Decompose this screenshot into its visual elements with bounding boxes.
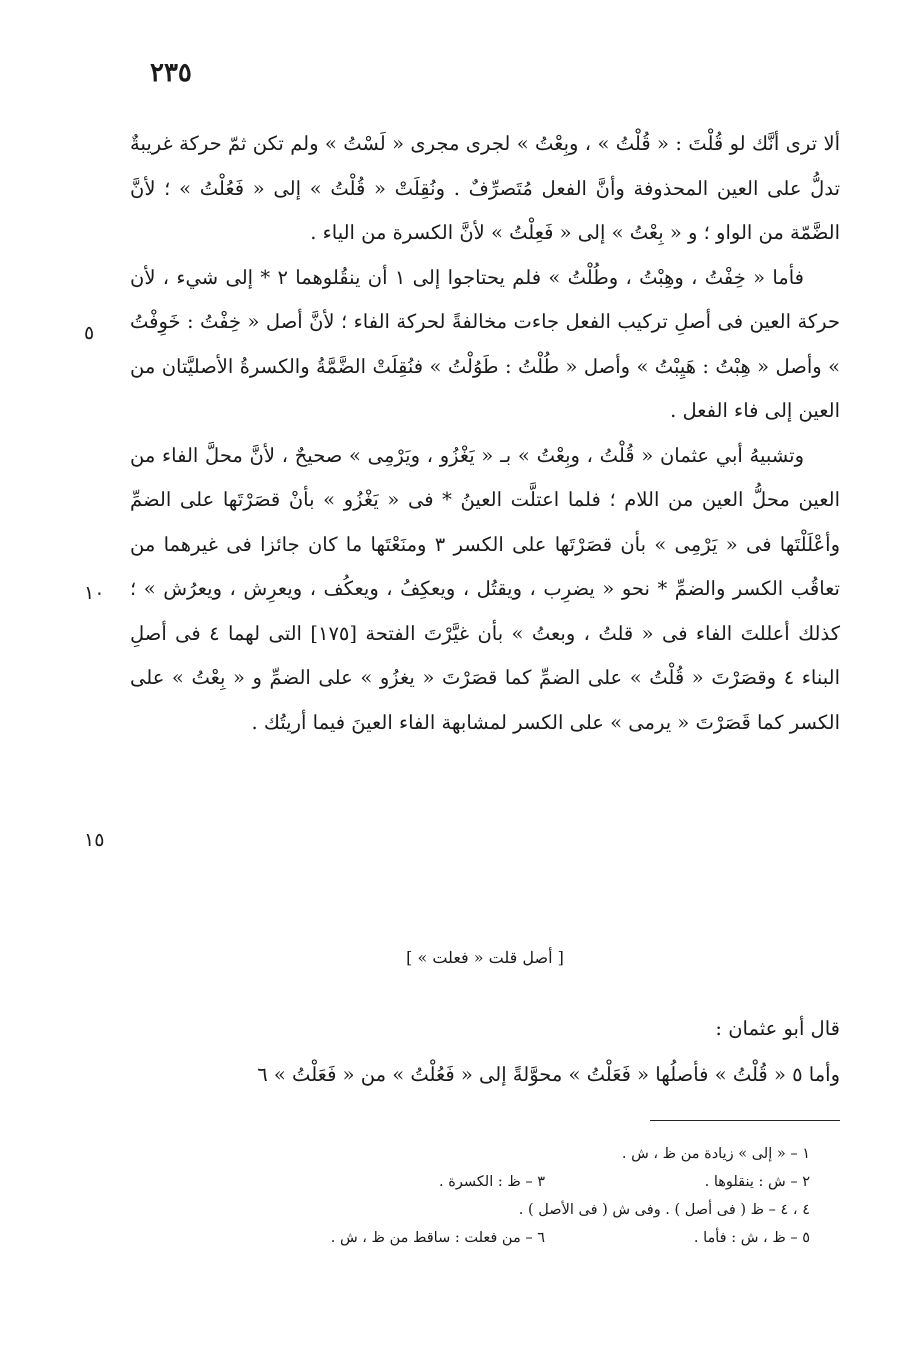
footnotes xyxy=(130,1140,810,1252)
section-paragraph-2: وأما ٥ « قُلْتُ » فأصلُها « فَعَلْتُ » محوَّلةً إلى « فَعُلْتُ » من « فَعَلْتُ » ٦ xyxy=(257,1063,840,1086)
footnote-6: ٦ – من فعلت : ساقط من ظ ، ش . xyxy=(330,1230,545,1246)
line-number-15: ١٥ xyxy=(84,829,105,851)
footnote-row xyxy=(130,1140,810,1168)
footnote-row xyxy=(130,1168,810,1196)
paragraph-1: ألا ترى أنَّك لو قُلْتَ : « قُلْتُ » ، وبِعْتُ » لجرى مجرى « لَسْتُ » ولم تكن ثمّ حركة غريبةٌ تدلُّ على العين المحذوفة وأنَّ الفعل مُتَصرِّفٌ . ونُقِلَتْ « قُلْتُ » إلى « فَعُلْتُ » ؛ لأنَّ الضَّمّة من الواو ؛ و « بِعْتُ » إلى « فَعِلْتُ » لأنَّ الكسرة من الياء . xyxy=(130,132,840,244)
line-number-10: ١٠ xyxy=(84,582,105,604)
footnote-3: ٣ – ظ : الكسرة . xyxy=(439,1174,545,1190)
paragraph-3: وتشبيهُ أبي عثمان « قُلْتُ ، وبِعْتُ » بـ « يَغْزُو ، ويَرْمِى » صحيحٌ ، لأنَّ محلَّ الفاء من العين محلُّ العين من اللام ؛ فلما اعتلَّت العينُ * فى « يَغْزُو » بأنْ قصَرْتَها على الضمِّ وأعْلَلْتَها فى « يَرْمِى » بأن قصَرْتَها على الكسر ٣ ومنَعْتَها ما كان جائزا فى غيرهما من تعاقُب الكسر والضمِّ * نحو « يضرِب ، ويقتُل ، ويعكِفُ ، ويعكُف ، ويعرِش ، ويعرُش » ؛ كذلك أعللتَ الفاء فى « قلتُ ، وبعتُ » بأن غيَّرْتَ الفتحة [١٧٥] التى لهما ٤ فى أصلِ البناء ٤ وقصَرْتَ « قُلْتُ » على الضمِّ كما قصَرْتَ « يغزُو » على الضمِّ و « بِعْتُ » على الكسر كما قَصَرْتَ « يرمى » على الكسر لمشابهة الفاء العينَ فيما أريتُك . xyxy=(130,443,841,734)
footnote-4: ٤ ، ٤ – ظ ( فى أصل ) . وفى ش ( فى الأصل ) . xyxy=(518,1202,810,1218)
footnote-5: ٥ – ظ ، ش : فأما . xyxy=(693,1230,810,1246)
paragraph-2: فأما « خِفْتُ ، وهِبْتُ ، وطُلْتُ » فلم يحتاجوا إلى ١ أن ينقُلوهما ٢ * إلى شيء ، لأن حركة العين فى أصلِ تركيب الفعل جاءت مخالفةً لحركة الفاء ؛ لأنَّ أصل « خِفْتُ : خَوِفْتُ » وأصل « هِبْتُ : هَيِبْتُ » وأصل « طُلْتُ : طَوُلْتُ » فنُقِلَتْ الضَّمَّةُ والكسرةُ الأصليَّتان من العين إلى فاء الفعل . xyxy=(130,265,840,422)
page-number: ٢٣٥ xyxy=(150,58,192,88)
footnote-1: ١ – « إلى » زيادة من ظ ، ش . xyxy=(621,1146,810,1162)
footnote-row xyxy=(130,1224,810,1252)
section-heading: [ أصل قلت « فعلت » ] xyxy=(406,948,564,967)
footnote-divider xyxy=(650,1120,840,1121)
main-text xyxy=(130,122,840,745)
footnote-row xyxy=(130,1196,810,1224)
section-paragraph-1: قال أبو عثمان : xyxy=(715,1017,840,1040)
footnote-2: ٢ – ش : ينقلوها . xyxy=(704,1174,810,1190)
line-number-5: ٥ xyxy=(84,322,95,344)
section-text xyxy=(130,1006,840,1098)
